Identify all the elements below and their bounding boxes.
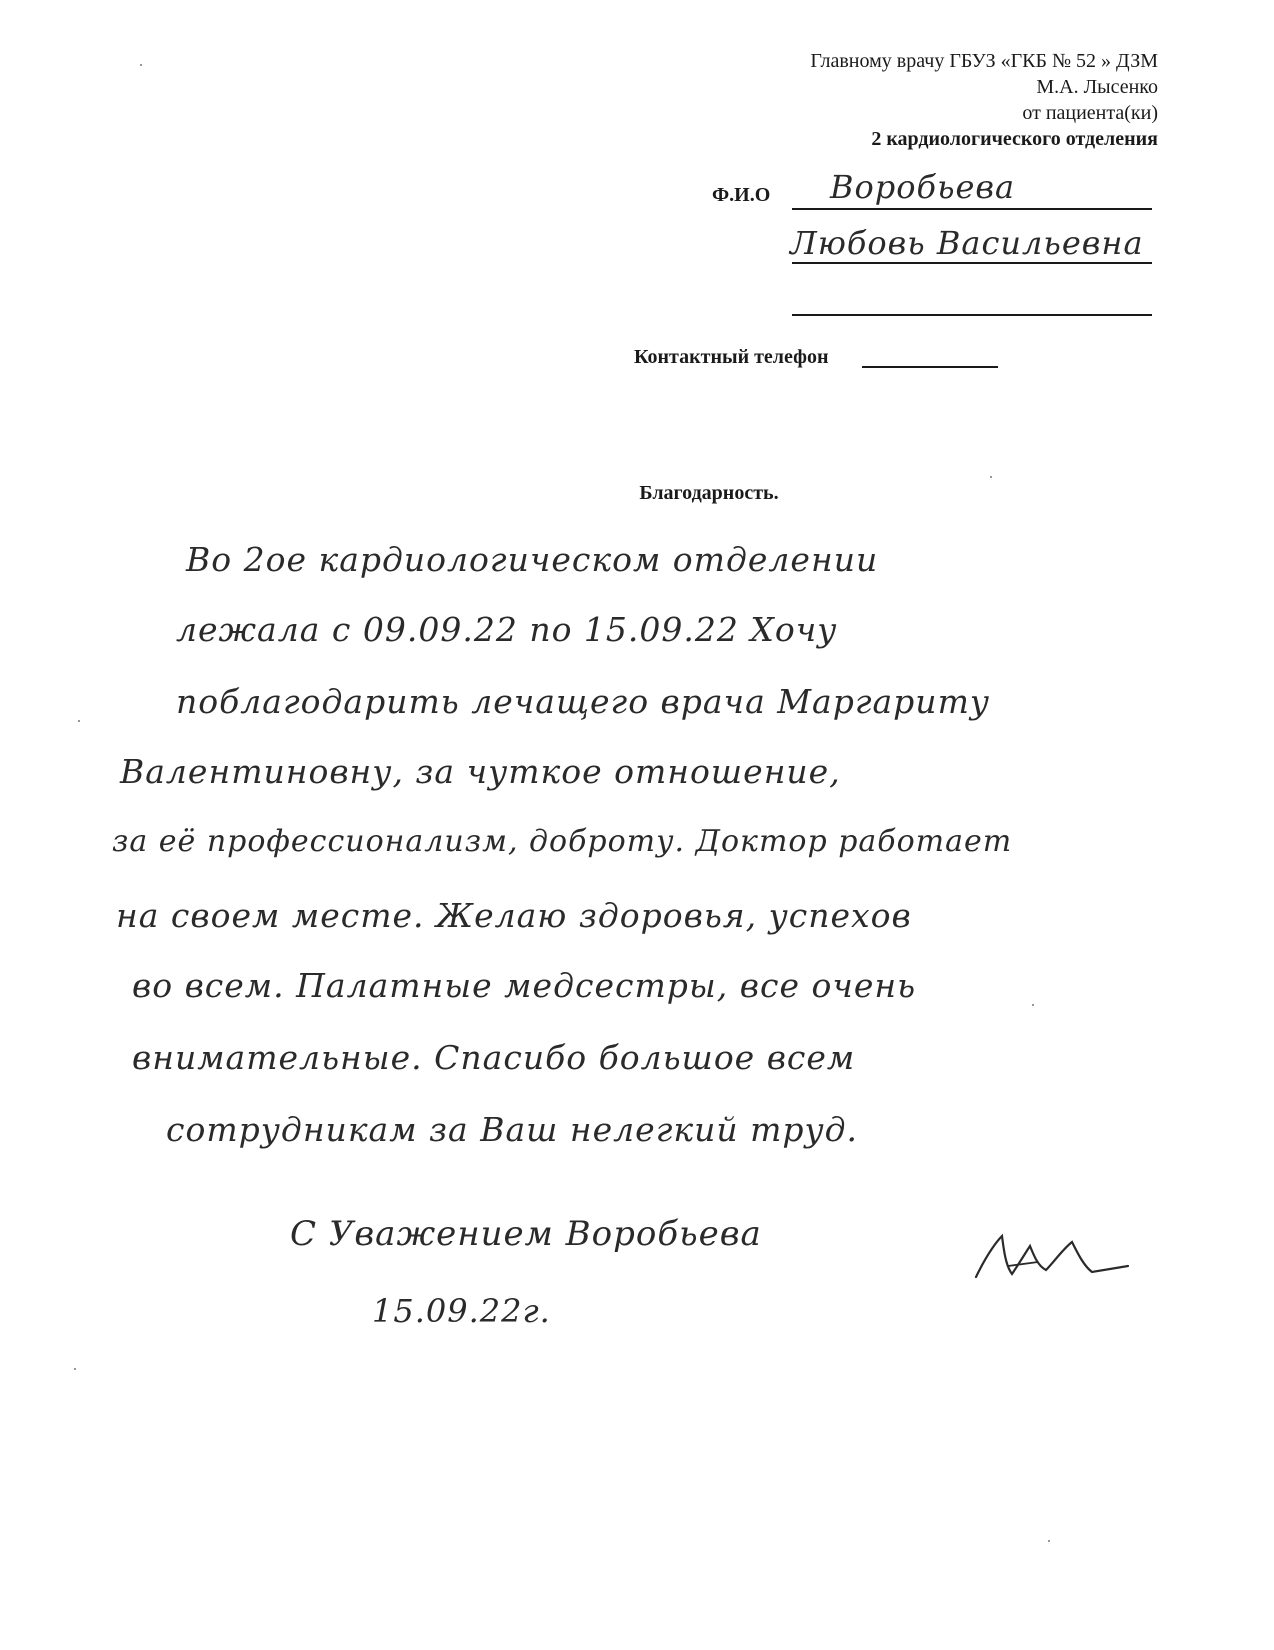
fio-label: Ф.И.О	[712, 184, 771, 206]
letter-line-9: сотрудникам за Ваш нелегкий труд.	[166, 1110, 859, 1149]
scan-speck	[78, 720, 80, 722]
fio-line-3	[792, 314, 1152, 316]
letter-line-5: за её профессионализм, доброту. Доктор работает	[112, 824, 1013, 859]
department-line: 2 кардиологического отделения	[871, 128, 1158, 150]
letter-line-1: Во 2ое кардиологическом отделении	[186, 540, 879, 579]
fio-line-1	[792, 208, 1152, 210]
letter-line-6: на своем месте. Желаю здоровья, успехов	[116, 896, 912, 935]
letter-date: 15.09.22г.	[372, 1292, 551, 1330]
fio-name: Любовь Васильевна	[790, 224, 1144, 262]
scan-speck	[1048, 1540, 1050, 1542]
addressee-block	[810, 48, 1158, 152]
signature	[968, 1222, 1138, 1292]
scan-speck	[140, 64, 142, 66]
letter-line-2: лежала с 09.09.22 по 15.09.22 Хочу	[176, 610, 838, 649]
letter-line-3: поблагодарить лечащего врача Маргариту	[176, 682, 990, 721]
letter-line-7: во всем. Палатные медсестры, все очень	[132, 966, 917, 1005]
letter-line-4: Валентиновну, за чуткое отношение,	[120, 752, 841, 791]
scan-speck	[1032, 1004, 1034, 1006]
addressee-line-1: Главному врачу ГБУЗ «ГКБ № 52 » ДЗМ	[810, 50, 1158, 72]
phone-line	[862, 366, 998, 368]
letter-line-8: внимательные. Спасибо большое всем	[132, 1038, 856, 1077]
closing-line: С Уважением Воробьева	[290, 1214, 762, 1254]
addressee-line-3: от пациента(ки)	[1022, 102, 1158, 124]
letter-title: Благодарность.	[639, 482, 779, 504]
scan-speck	[74, 1368, 76, 1370]
fio-line-2	[792, 262, 1152, 264]
addressee-line-2: М.А. Лысенко	[1036, 76, 1158, 98]
scan-speck	[990, 476, 992, 478]
phone-label: Контактный телефон	[634, 346, 829, 368]
fio-surname: Воробьева	[830, 168, 1016, 206]
